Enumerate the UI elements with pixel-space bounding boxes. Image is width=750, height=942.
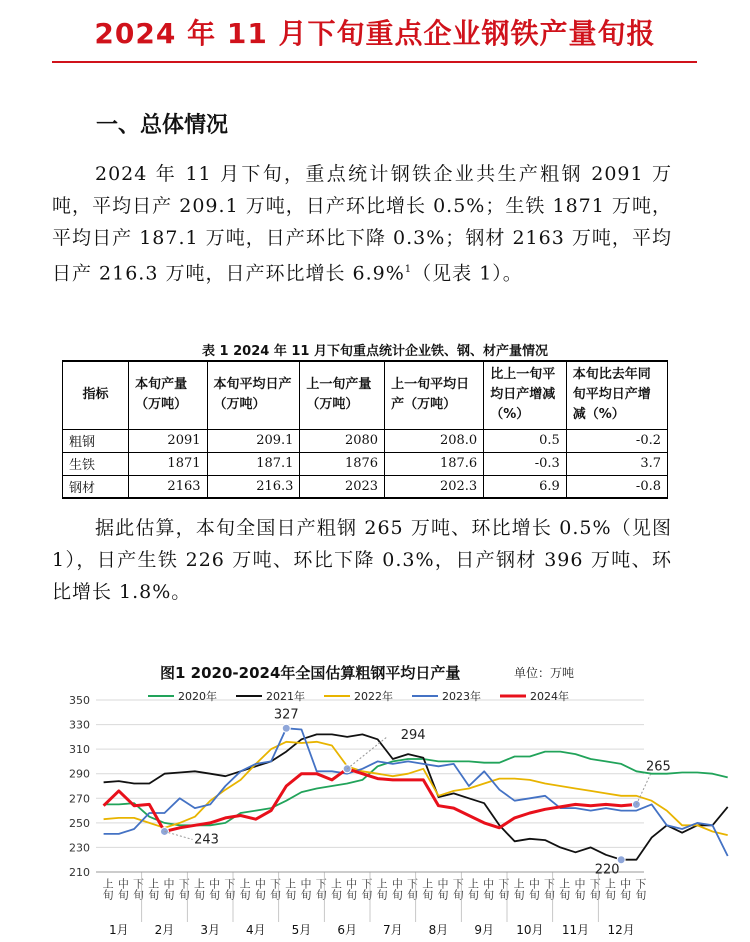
x-period-label: 下旬 <box>633 878 647 900</box>
x-period-label: 下旬 <box>451 878 465 900</box>
x-period-label: 下旬 <box>359 878 373 900</box>
chart-title: 图1 2020-2024年全国估算粗钢平均日产量 <box>160 664 461 682</box>
cell: -0.2 <box>566 429 667 452</box>
annotation-marker <box>282 724 290 732</box>
x-period-label: 下旬 <box>496 878 510 900</box>
cell: 187.1 <box>207 452 300 475</box>
y-tick-label: 290 <box>69 767 90 781</box>
cell: -0.3 <box>484 452 567 475</box>
x-period-label: 上旬 <box>192 878 206 900</box>
x-period-label: 中旬 <box>618 878 632 900</box>
x-period-label: 中旬 <box>527 878 541 900</box>
header-indicator: 指标 <box>63 361 129 429</box>
cell: 2023 <box>300 475 385 498</box>
x-period-label: 上旬 <box>420 878 434 900</box>
x-period-label: 中旬 <box>436 878 449 900</box>
x-period-label: 中旬 <box>299 878 312 900</box>
annotation-label: 265 <box>645 759 671 775</box>
paragraph-summary-text: 2024 年 11 月下旬，重点统计钢铁企业共生产粗钢 2091 万吨，平均日产 209.1 万吨，日产环比增长 0.5%；生铁 1871 万吨，平均日产 187.1 万吨，日产环比下降 0.3%；钢材 2163 万吨，平均日产 216.3 万吨，日产环比增长 6.9% <box>52 163 672 285</box>
header-current-output: 本旬产量（万吨） <box>129 361 207 429</box>
x-period-label: 中旬 <box>253 878 267 900</box>
y-tick-label: 230 <box>69 841 90 855</box>
annotation-label: 243 <box>194 832 219 848</box>
annotation-label: 294 <box>400 727 426 743</box>
legend-label: 2022年 <box>354 690 393 703</box>
line-chart <box>52 652 671 942</box>
x-month-label: 9月 <box>474 923 494 937</box>
header-previous-output: 上一旬产量（万吨） <box>300 361 385 429</box>
title-divider <box>52 61 697 63</box>
annotation-label: 327 <box>273 707 299 723</box>
header-current-daily: 本旬平均日产（万吨） <box>207 361 300 429</box>
x-period-label: 中旬 <box>344 878 358 900</box>
cell: 6.9 <box>484 475 567 498</box>
chart-figure <box>52 652 671 942</box>
cell: 187.6 <box>385 452 484 475</box>
x-period-label: 下旬 <box>405 878 419 900</box>
x-period-label: 下旬 <box>542 878 556 900</box>
table-row <box>63 452 668 475</box>
document-title: 2024 年 11 月下旬重点企业钢铁产量旬报 <box>94 17 656 50</box>
x-month-label: 8月 <box>428 923 449 937</box>
table-row <box>63 429 668 452</box>
cell: 1876 <box>300 452 385 475</box>
x-month-label: 3月 <box>200 923 220 937</box>
cell: 209.1 <box>207 429 300 452</box>
cell: 3.7 <box>566 452 667 475</box>
x-period-label: 中旬 <box>207 878 221 900</box>
x-period-label: 上旬 <box>603 878 617 900</box>
row-label: 生铁 <box>63 452 129 475</box>
cell: 208.0 <box>385 429 484 452</box>
table-row <box>63 475 668 498</box>
cell: 2080 <box>300 429 385 452</box>
legend-label: 2021年 <box>266 690 305 703</box>
cell: 2091 <box>129 429 207 452</box>
y-tick-label: 210 <box>69 866 90 879</box>
legend-label: 2023年 <box>442 690 481 703</box>
cell: 1871 <box>129 452 207 475</box>
row-label: 粗钢 <box>63 429 129 452</box>
x-period-label: 下旬 <box>588 878 602 900</box>
x-period-label: 上旬 <box>466 878 480 900</box>
x-period-label: 下旬 <box>314 878 328 900</box>
x-period-label: 上旬 <box>375 878 389 900</box>
x-month-label: 12月 <box>607 923 635 937</box>
x-period-label: 上旬 <box>512 878 526 900</box>
x-month-label: 11月 <box>561 923 590 937</box>
x-period-label: 上旬 <box>101 878 115 900</box>
x-period-label: 上旬 <box>329 878 343 900</box>
header-change-vs-previous: 比上一旬平均日产增减（%） <box>484 361 567 429</box>
paragraph-summary <box>52 158 672 289</box>
cell: 2163 <box>129 475 207 498</box>
x-period-label: 上旬 <box>146 878 160 900</box>
y-tick-label: 270 <box>69 792 90 806</box>
annotation-leader <box>165 831 193 839</box>
paragraph-summary-tail: （见表 1）。 <box>412 262 523 285</box>
chart-unit-label: 单位：万吨 <box>514 666 575 680</box>
paragraph-estimate: 据此估算，本旬全国日产粗钢 265 万吨、环比增长 0.5%（见图 1），日产生铁 226 万吨、环比下降 0.3%，日产钢材 396 万吨、环比增长 1.8%。 <box>52 517 672 603</box>
annotation-marker <box>632 800 640 808</box>
x-month-label: 7月 <box>383 923 403 937</box>
x-period-label: 中旬 <box>162 878 175 900</box>
y-tick-label: 350 <box>69 694 90 707</box>
cell: 216.3 <box>207 475 300 498</box>
x-period-label: 中旬 <box>573 878 586 900</box>
x-month-label: 6月 <box>337 923 357 937</box>
x-month-label: 5月 <box>291 923 312 937</box>
x-month-label: 4月 <box>246 923 266 937</box>
header-change-vs-last-year: 本旬比去年同旬平均日产增减（%） <box>566 361 667 429</box>
cell: -0.8 <box>566 475 667 498</box>
annotation-leader <box>347 737 387 769</box>
section-heading: 一、总体情况 <box>96 113 229 138</box>
x-period-label: 上旬 <box>238 878 252 900</box>
cell: 202.3 <box>385 475 484 498</box>
x-period-label: 下旬 <box>268 878 282 900</box>
x-period-label: 上旬 <box>557 878 571 900</box>
x-period-label: 上旬 <box>283 878 297 900</box>
x-period-label: 下旬 <box>222 878 236 900</box>
legend-label: 2020年 <box>178 690 217 703</box>
x-month-label: 10月 <box>516 923 544 937</box>
y-tick-label: 310 <box>69 743 90 757</box>
legend-label: 2024年 <box>530 690 569 703</box>
footnote-mark: 1 <box>404 264 413 275</box>
x-period-label: 中旬 <box>116 878 130 900</box>
header-previous-daily: 上一旬平均日产（万吨） <box>385 361 484 429</box>
cell: 0.5 <box>484 429 567 452</box>
x-period-label: 中旬 <box>390 878 404 900</box>
x-period-label: 中旬 <box>481 878 495 900</box>
y-tick-label: 330 <box>69 718 90 732</box>
row-label: 钢材 <box>63 475 129 498</box>
x-month-label: 1月 <box>109 923 129 937</box>
table-header-row <box>63 361 668 429</box>
x-period-label: 下旬 <box>177 878 191 900</box>
y-tick-label: 250 <box>69 816 90 830</box>
x-month-label: 2月 <box>154 923 175 937</box>
x-period-label: 下旬 <box>131 878 145 900</box>
production-table <box>62 360 668 499</box>
table-caption: 表 1 2024 年 11 月下旬重点统计企业铁、钢、材产量情况 <box>202 344 548 359</box>
annotation-label: 220 <box>594 862 620 878</box>
